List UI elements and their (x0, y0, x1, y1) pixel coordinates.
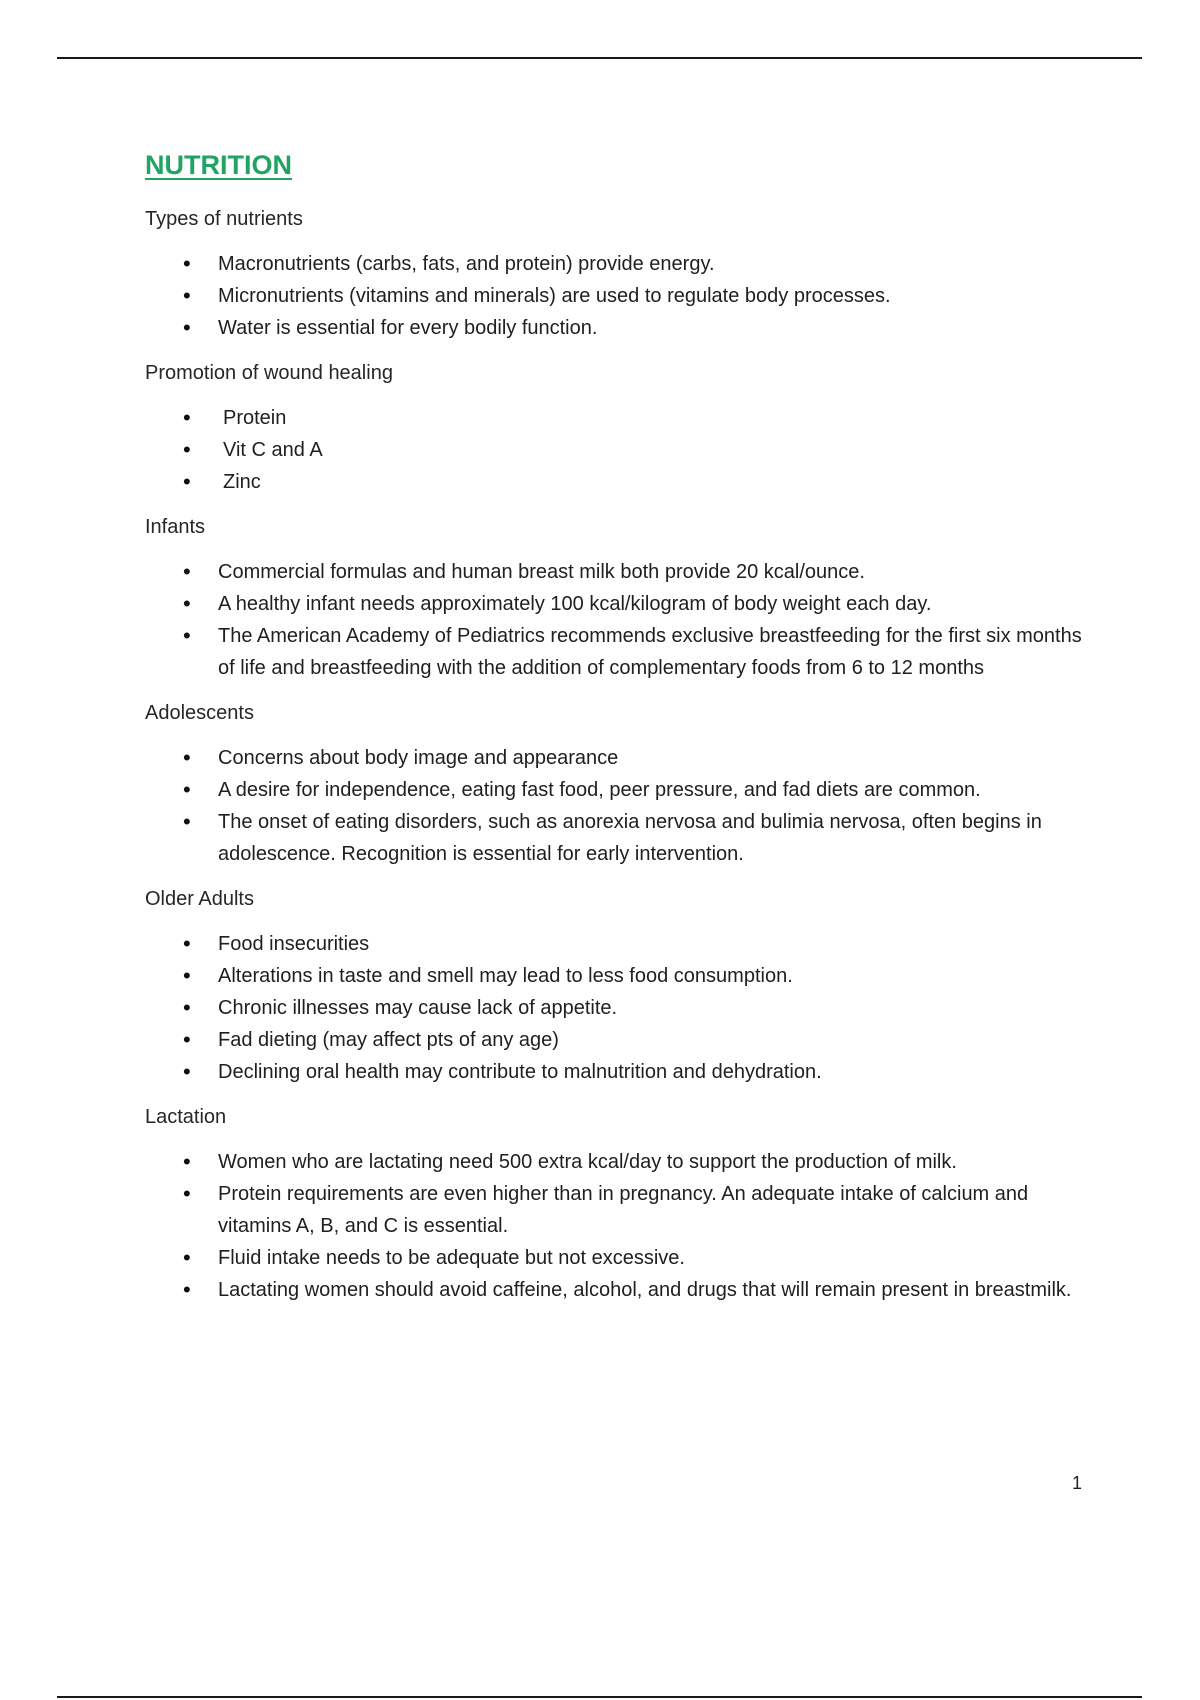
section-heading: Older Adults (145, 888, 254, 910)
bullet-list (145, 1146, 1085, 1306)
page-number: 1 (1072, 1473, 1083, 1493)
bullet-icon: • (183, 931, 191, 956)
document-title: NUTRITION (145, 150, 292, 180)
bullet-icon: • (183, 559, 191, 584)
bullet-list (145, 402, 1085, 498)
bullet-icon: • (183, 251, 191, 276)
bullet-list (145, 556, 1085, 684)
list-item (145, 312, 1085, 344)
section-heading: Promotion of wound healing (145, 362, 393, 384)
bullet-icon: • (183, 591, 191, 616)
section-heading: Infants (145, 516, 206, 538)
list-item-text: Declining oral health may contribute to malnutrition and dehydration. (218, 1061, 822, 1083)
list-item-text: Fluid intake needs to be adequate but not excessive. (218, 1247, 685, 1269)
bullet-icon: • (183, 1059, 191, 1084)
list-item-text: Alterations in taste and smell may lead to less food consumption. (218, 965, 793, 987)
bullet-icon: • (183, 469, 191, 494)
footer-rule (57, 1696, 1142, 1698)
list-item-text: Micronutrients (vitamins and minerals) are used to regulate body processes. (218, 285, 891, 307)
list-item-text: Concerns about body image and appearance (218, 747, 619, 769)
section-adolescents (145, 698, 1085, 870)
section-types-of-nutrients (145, 204, 1085, 344)
list-item-text: The American Academy of Pediatrics recommends exclusive breastfeeding for the first six months of life and breastfeeding with the addition of complementary foods from 6 to 12 months (218, 625, 1082, 679)
list-item (145, 466, 1085, 498)
bullet-icon: • (183, 623, 191, 648)
section-heading: Adolescents (145, 702, 254, 724)
list-item-text: Macronutrients (carbs, fats, and protein) provide energy. (218, 253, 715, 275)
list-item (145, 1056, 1085, 1088)
list-item (145, 742, 1085, 774)
list-item-text: Lactating women should avoid caffeine, alcohol, and drugs that will remain present in breastmilk. (218, 1279, 1072, 1301)
list-item (145, 1146, 1085, 1178)
list-item-text: Chronic illnesses may cause lack of appetite. (218, 997, 618, 1019)
bullet-icon: • (183, 283, 191, 308)
list-item (145, 928, 1085, 960)
list-item (145, 588, 1085, 620)
list-item (145, 1178, 1085, 1242)
bullet-icon: • (183, 1277, 191, 1302)
list-item-text: Protein requirements are even higher than in pregnancy. An adequate intake of calcium and vitamins A, B, and C is essential. (218, 1183, 1029, 1237)
bullet-icon: • (183, 405, 191, 430)
bullet-icon: • (183, 1149, 191, 1174)
bullet-icon: • (183, 1245, 191, 1270)
list-item-text: The onset of eating disorders, such as anorexia nervosa and bulimia nervosa, often begins in adolescence. Recognition is essential for early intervention. (218, 811, 1042, 865)
list-item-text: Women who are lactating need 500 extra kcal/day to support the production of milk. (218, 1151, 957, 1173)
section-older-adults (145, 884, 1085, 1088)
list-item-text: Commercial formulas and human breast milk both provide 20 kcal/ounce. (218, 561, 865, 583)
list-item-text: Vit C and A (223, 439, 323, 461)
list-item (145, 1024, 1085, 1056)
list-item (145, 280, 1085, 312)
bullet-icon: • (183, 437, 191, 462)
header-rule (57, 57, 1142, 59)
list-item-text: Food insecurities (218, 933, 370, 955)
list-item (145, 402, 1085, 434)
section-lactation (145, 1102, 1085, 1306)
list-item (145, 620, 1085, 684)
list-item-text: Fad dieting (may affect pts of any age) (218, 1029, 559, 1051)
bullet-list (145, 742, 1085, 870)
list-item (145, 434, 1085, 466)
list-item (145, 1242, 1085, 1274)
list-item (145, 960, 1085, 992)
list-item (145, 774, 1085, 806)
bullet-icon: • (183, 1027, 191, 1052)
list-item (145, 556, 1085, 588)
section-infants (145, 512, 1085, 684)
list-item-text: A desire for independence, eating fast food, peer pressure, and fad diets are common. (218, 779, 981, 801)
list-item-text: Water is essential for every bodily function. (218, 317, 598, 339)
bullet-icon: • (183, 809, 191, 834)
bullet-icon: • (183, 315, 191, 340)
list-item-text: Zinc (223, 471, 261, 493)
bullet-list (145, 248, 1085, 344)
list-item (145, 806, 1085, 870)
list-item-text: Protein (223, 407, 287, 429)
bullet-icon: • (183, 745, 191, 770)
document-body (145, 148, 1085, 1320)
section-wound-healing (145, 358, 1085, 498)
bullet-icon: • (183, 963, 191, 988)
bullet-list (145, 928, 1085, 1088)
list-item (145, 1274, 1085, 1306)
bullet-icon: • (183, 995, 191, 1020)
section-heading: Types of nutrients (145, 208, 303, 230)
bullet-icon: • (183, 1181, 191, 1206)
list-item (145, 992, 1085, 1024)
list-item (145, 248, 1085, 280)
bullet-icon: • (183, 777, 191, 802)
list-item-text: A healthy infant needs approximately 100 kcal/kilogram of body weight each day. (218, 593, 932, 615)
section-heading: Lactation (145, 1106, 227, 1128)
